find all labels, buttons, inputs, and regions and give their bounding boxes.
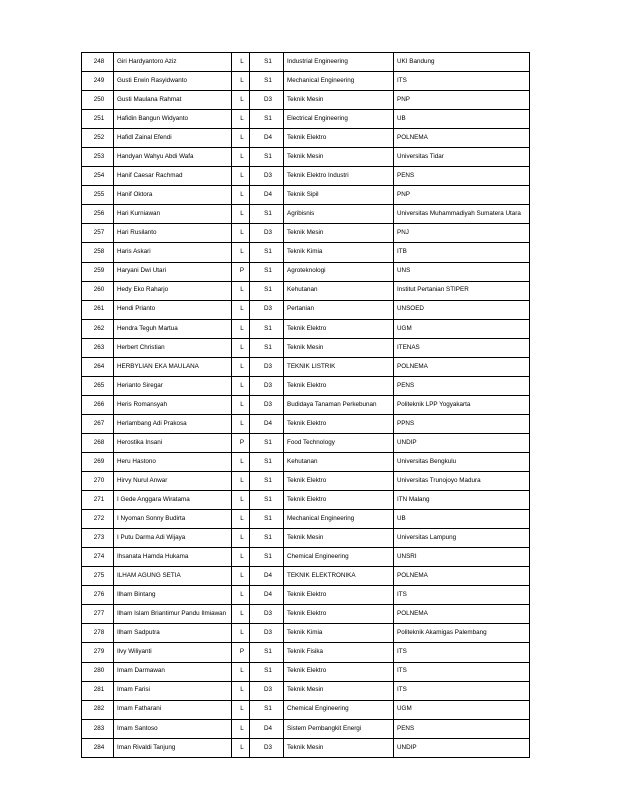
table-row xyxy=(82,224,530,243)
row-number-cell: 257 xyxy=(82,224,114,243)
participant-name-cell: Ihsanata Hamda Hukama xyxy=(114,548,232,567)
participant-name-cell: Giri Hardyantoro Aziz xyxy=(114,53,232,72)
table-row xyxy=(82,586,530,605)
roster-table xyxy=(81,52,530,758)
institution-name-cell: PNP xyxy=(394,186,530,205)
study-major-cell: Teknik Elektro xyxy=(284,472,394,491)
education-level-cell: D3 xyxy=(250,738,284,757)
institution-name-cell: UB xyxy=(394,510,530,529)
participant-name-cell: Ilham Islam Briantimur Pandu Ilmiawan xyxy=(114,605,232,624)
education-level-cell: S1 xyxy=(250,548,284,567)
institution-name-cell: ITS xyxy=(394,72,530,91)
gender-code-cell: L xyxy=(232,491,250,510)
row-number-cell: 281 xyxy=(82,681,114,700)
study-major-cell: Electrical Engineering xyxy=(284,110,394,129)
education-level-cell: D4 xyxy=(250,129,284,148)
row-number-cell: 270 xyxy=(82,472,114,491)
education-level-cell: D4 xyxy=(250,186,284,205)
gender-code-cell: L xyxy=(232,148,250,167)
education-level-cell: S1 xyxy=(250,452,284,471)
table-row xyxy=(82,243,530,262)
gender-code-cell: L xyxy=(232,186,250,205)
gender-code-cell: P xyxy=(232,433,250,452)
education-level-cell: S1 xyxy=(250,338,284,357)
institution-name-cell: POLNEMA xyxy=(394,129,530,148)
row-number-cell: 249 xyxy=(82,72,114,91)
table-row xyxy=(82,262,530,281)
study-major-cell: Teknik Mesin xyxy=(284,148,394,167)
table-row xyxy=(82,110,530,129)
institution-name-cell: Institut Pertanian STIPER xyxy=(394,281,530,300)
study-major-cell: Teknik Elektro xyxy=(284,586,394,605)
gender-code-cell: L xyxy=(232,110,250,129)
participant-name-cell: Hendra Teguh Martua xyxy=(114,319,232,338)
study-major-cell: Teknik Elektro xyxy=(284,319,394,338)
education-level-cell: S1 xyxy=(250,281,284,300)
institution-name-cell: Politeknik Akamigas Palembang xyxy=(394,624,530,643)
participant-name-cell: Ilham Sadputra xyxy=(114,624,232,643)
table-row xyxy=(82,376,530,395)
participant-name-cell: Herlambang Adi Prakosa xyxy=(114,414,232,433)
education-level-cell: D3 xyxy=(250,376,284,395)
study-major-cell: Teknik Elektro xyxy=(284,129,394,148)
participant-name-cell: Hari Rusilanto xyxy=(114,224,232,243)
study-major-cell: Teknik Kimia xyxy=(284,243,394,262)
table-row xyxy=(82,281,530,300)
participant-name-cell: Herostika Insani xyxy=(114,433,232,452)
education-level-cell: S1 xyxy=(250,662,284,681)
gender-code-cell: L xyxy=(232,719,250,738)
row-number-cell: 275 xyxy=(82,567,114,586)
row-number-cell: 263 xyxy=(82,338,114,357)
row-number-cell: 277 xyxy=(82,605,114,624)
row-number-cell: 255 xyxy=(82,186,114,205)
institution-name-cell: ITN Malang xyxy=(394,491,530,510)
gender-code-cell: P xyxy=(232,262,250,281)
table-row xyxy=(82,472,530,491)
education-level-cell: D4 xyxy=(250,414,284,433)
table-row xyxy=(82,395,530,414)
table-row xyxy=(82,567,530,586)
participant-name-cell: Hafidin Bangun Widyanto xyxy=(114,110,232,129)
participant-name-cell: Gusti Erwin Rasyidwanto xyxy=(114,72,232,91)
table-row xyxy=(82,452,530,471)
row-number-cell: 264 xyxy=(82,357,114,376)
institution-name-cell: UNS xyxy=(394,262,530,281)
institution-name-cell: ITS xyxy=(394,662,530,681)
row-number-cell: 260 xyxy=(82,281,114,300)
study-major-cell: Teknik Kimia xyxy=(284,624,394,643)
participant-name-cell: Herianto Siregar xyxy=(114,376,232,395)
row-number-cell: 268 xyxy=(82,433,114,452)
gender-code-cell: L xyxy=(232,548,250,567)
table-row xyxy=(82,186,530,205)
education-level-cell: S1 xyxy=(250,529,284,548)
participant-name-cell: Hendi Prianto xyxy=(114,300,232,319)
study-major-cell: Agroteknologi xyxy=(284,262,394,281)
gender-code-cell: L xyxy=(232,53,250,72)
gender-code-cell: L xyxy=(232,319,250,338)
institution-name-cell: PENS xyxy=(394,719,530,738)
roster-body xyxy=(82,53,530,758)
education-level-cell: S1 xyxy=(250,205,284,224)
participant-name-cell: Haryani Dwi Utari xyxy=(114,262,232,281)
row-number-cell: 254 xyxy=(82,167,114,186)
participant-name-cell: Gusti Maulana Rahmat xyxy=(114,91,232,110)
row-number-cell: 282 xyxy=(82,700,114,719)
institution-name-cell: ITS xyxy=(394,681,530,700)
participant-name-cell: Handyan Wahyu Abdi Wafa xyxy=(114,148,232,167)
study-major-cell: Teknik Fisika xyxy=(284,643,394,662)
participant-name-cell: Hafidl Zainal Efendi xyxy=(114,129,232,148)
gender-code-cell: L xyxy=(232,224,250,243)
study-major-cell: Kehutanan xyxy=(284,281,394,300)
participant-name-cell: Hanif Oktora xyxy=(114,186,232,205)
row-number-cell: 273 xyxy=(82,529,114,548)
table-row xyxy=(82,529,530,548)
table-row xyxy=(82,53,530,72)
education-level-cell: D4 xyxy=(250,586,284,605)
study-major-cell: Teknik Sipil xyxy=(284,186,394,205)
participant-name-cell: HERBYLIAN EKA MAULANA xyxy=(114,357,232,376)
institution-name-cell: UNDIP xyxy=(394,433,530,452)
gender-code-cell: L xyxy=(232,472,250,491)
gender-code-cell: L xyxy=(232,376,250,395)
institution-name-cell: PENS xyxy=(394,167,530,186)
gender-code-cell: L xyxy=(232,243,250,262)
education-level-cell: D3 xyxy=(250,681,284,700)
table-row xyxy=(82,605,530,624)
gender-code-cell: L xyxy=(232,414,250,433)
education-level-cell: S1 xyxy=(250,53,284,72)
row-number-cell: 279 xyxy=(82,643,114,662)
row-number-cell: 258 xyxy=(82,243,114,262)
gender-code-cell: L xyxy=(232,605,250,624)
row-number-cell: 272 xyxy=(82,510,114,529)
institution-name-cell: PENS xyxy=(394,376,530,395)
gender-code-cell: L xyxy=(232,395,250,414)
gender-code-cell: L xyxy=(232,567,250,586)
education-level-cell: S1 xyxy=(250,472,284,491)
education-level-cell: D3 xyxy=(250,91,284,110)
study-major-cell: Teknik Elektro Industri xyxy=(284,167,394,186)
education-level-cell: S1 xyxy=(250,110,284,129)
education-level-cell: D3 xyxy=(250,224,284,243)
institution-name-cell: PPNS xyxy=(394,414,530,433)
table-row xyxy=(82,91,530,110)
study-major-cell: Teknik Mesin xyxy=(284,224,394,243)
table-row xyxy=(82,491,530,510)
education-level-cell: D3 xyxy=(250,605,284,624)
study-major-cell: Agribisnis xyxy=(284,205,394,224)
study-major-cell: Budidaya Tanaman Perkebunan xyxy=(284,395,394,414)
participant-name-cell: Hanif Caesar Rachmad xyxy=(114,167,232,186)
participant-name-cell: I Nyoman Sonny Budirta xyxy=(114,510,232,529)
study-major-cell: Industrial Engineering xyxy=(284,53,394,72)
row-number-cell: 252 xyxy=(82,129,114,148)
row-number-cell: 250 xyxy=(82,91,114,110)
gender-code-cell: L xyxy=(232,510,250,529)
table-row xyxy=(82,357,530,376)
study-major-cell: TEKNIK LISTRIK xyxy=(284,357,394,376)
gender-code-cell: L xyxy=(232,300,250,319)
study-major-cell: Teknik Elektro xyxy=(284,376,394,395)
table-row xyxy=(82,719,530,738)
table-row xyxy=(82,319,530,338)
participant-name-cell: Haris Askari xyxy=(114,243,232,262)
institution-name-cell: POLNEMA xyxy=(394,357,530,376)
row-number-cell: 274 xyxy=(82,548,114,567)
study-major-cell: Teknik Elektro xyxy=(284,605,394,624)
education-level-cell: D3 xyxy=(250,357,284,376)
institution-name-cell: UNDIP xyxy=(394,738,530,757)
row-number-cell: 261 xyxy=(82,300,114,319)
table-row xyxy=(82,510,530,529)
gender-code-cell: L xyxy=(232,72,250,91)
participant-name-cell: Hedy Eko Raharjo xyxy=(114,281,232,300)
education-level-cell: D3 xyxy=(250,300,284,319)
gender-code-cell: L xyxy=(232,700,250,719)
gender-code-cell: L xyxy=(232,205,250,224)
study-major-cell: Pertanian xyxy=(284,300,394,319)
row-number-cell: 248 xyxy=(82,53,114,72)
education-level-cell: S1 xyxy=(250,491,284,510)
row-number-cell: 267 xyxy=(82,414,114,433)
participant-name-cell: Hirvy Nurul Anwar xyxy=(114,472,232,491)
gender-code-cell: L xyxy=(232,681,250,700)
study-major-cell: Teknik Elektro xyxy=(284,491,394,510)
gender-code-cell: L xyxy=(232,586,250,605)
row-number-cell: 269 xyxy=(82,452,114,471)
institution-name-cell: UGM xyxy=(394,700,530,719)
study-major-cell: Teknik Mesin xyxy=(284,91,394,110)
table-row xyxy=(82,300,530,319)
study-major-cell: Kehutanan xyxy=(284,452,394,471)
participant-name-cell: Imam Santoso xyxy=(114,719,232,738)
institution-name-cell: Universitas Bengkulu xyxy=(394,452,530,471)
institution-name-cell: POLNEMA xyxy=(394,605,530,624)
education-level-cell: S1 xyxy=(250,148,284,167)
participant-name-cell: ILHAM AGUNG SETIA xyxy=(114,567,232,586)
study-major-cell: Food Technology xyxy=(284,433,394,452)
study-major-cell: Teknik Mesin xyxy=(284,529,394,548)
institution-name-cell: Universitas Muhammadiyah Sumatera Utara xyxy=(394,205,530,224)
participant-name-cell: Hari Kurniawan xyxy=(114,205,232,224)
gender-code-cell: L xyxy=(232,529,250,548)
table-row xyxy=(82,148,530,167)
table-row xyxy=(82,433,530,452)
institution-name-cell: ITENAS xyxy=(394,338,530,357)
study-major-cell: Chemical Engineering xyxy=(284,700,394,719)
participant-name-cell: Imam Darmawan xyxy=(114,662,232,681)
participant-name-cell: Herbert Christian xyxy=(114,338,232,357)
study-major-cell: Mechanical Engineering xyxy=(284,72,394,91)
education-level-cell: S1 xyxy=(250,510,284,529)
row-number-cell: 265 xyxy=(82,376,114,395)
institution-name-cell: UNSRI xyxy=(394,548,530,567)
row-number-cell: 256 xyxy=(82,205,114,224)
education-level-cell: S1 xyxy=(250,262,284,281)
education-level-cell: D3 xyxy=(250,395,284,414)
participant-name-cell: Iman Rivaldi Tanjung xyxy=(114,738,232,757)
row-number-cell: 259 xyxy=(82,262,114,281)
table-row xyxy=(82,548,530,567)
education-level-cell: S1 xyxy=(250,700,284,719)
institution-name-cell: PNP xyxy=(394,91,530,110)
gender-code-cell: L xyxy=(232,91,250,110)
table-row xyxy=(82,643,530,662)
study-major-cell: Sistem Pembangkit Energi xyxy=(284,719,394,738)
institution-name-cell: Universitas Tidar xyxy=(394,148,530,167)
institution-name-cell: UKI Bandung xyxy=(394,53,530,72)
row-number-cell: 280 xyxy=(82,662,114,681)
education-level-cell: D4 xyxy=(250,567,284,586)
institution-name-cell: UNSOED xyxy=(394,300,530,319)
gender-code-cell: L xyxy=(232,662,250,681)
education-level-cell: S1 xyxy=(250,243,284,262)
row-number-cell: 276 xyxy=(82,586,114,605)
table-row xyxy=(82,738,530,757)
institution-name-cell: POLNEMA xyxy=(394,567,530,586)
gender-code-cell: L xyxy=(232,738,250,757)
institution-name-cell: UB xyxy=(394,110,530,129)
education-level-cell: S1 xyxy=(250,72,284,91)
study-major-cell: Teknik Mesin xyxy=(284,338,394,357)
participant-name-cell: Ilham Bintang xyxy=(114,586,232,605)
education-level-cell: S1 xyxy=(250,643,284,662)
table-row xyxy=(82,338,530,357)
institution-name-cell: ITB xyxy=(394,243,530,262)
institution-name-cell: UGM xyxy=(394,319,530,338)
gender-code-cell: L xyxy=(232,338,250,357)
table-row xyxy=(82,72,530,91)
table-row xyxy=(82,681,530,700)
participant-name-cell: Heru Hastono xyxy=(114,452,232,471)
institution-name-cell: ITS xyxy=(394,586,530,605)
row-number-cell: 284 xyxy=(82,738,114,757)
participant-name-cell: I Putu Darma Adi Wijaya xyxy=(114,529,232,548)
table-row xyxy=(82,662,530,681)
gender-code-cell: L xyxy=(232,129,250,148)
table-row xyxy=(82,129,530,148)
institution-name-cell: Universitas Lampung xyxy=(394,529,530,548)
gender-code-cell: L xyxy=(232,624,250,643)
education-level-cell: S1 xyxy=(250,319,284,338)
study-major-cell: Chemical Engineering xyxy=(284,548,394,567)
institution-name-cell: PNJ xyxy=(394,224,530,243)
gender-code-cell: L xyxy=(232,452,250,471)
row-number-cell: 262 xyxy=(82,319,114,338)
study-major-cell: Teknik Mesin xyxy=(284,738,394,757)
participant-name-cell: Imam Fatharani xyxy=(114,700,232,719)
row-number-cell: 266 xyxy=(82,395,114,414)
participant-name-cell: Heris Romansyah xyxy=(114,395,232,414)
study-major-cell: Teknik Elektro xyxy=(284,414,394,433)
study-major-cell: Teknik Mesin xyxy=(284,681,394,700)
institution-name-cell: Universitas Trunojoyo Madura xyxy=(394,472,530,491)
table-row xyxy=(82,624,530,643)
education-level-cell: D3 xyxy=(250,624,284,643)
gender-code-cell: L xyxy=(232,167,250,186)
row-number-cell: 253 xyxy=(82,148,114,167)
gender-code-cell: L xyxy=(232,281,250,300)
participant-name-cell: Ilvy Wiliyanti xyxy=(114,643,232,662)
table-row xyxy=(82,205,530,224)
row-number-cell: 283 xyxy=(82,719,114,738)
row-number-cell: 278 xyxy=(82,624,114,643)
education-level-cell: D3 xyxy=(250,167,284,186)
gender-code-cell: P xyxy=(232,643,250,662)
institution-name-cell: Politeknik LPP Yogyakarta xyxy=(394,395,530,414)
study-major-cell: Teknik Elektro xyxy=(284,662,394,681)
gender-code-cell: L xyxy=(232,357,250,376)
row-number-cell: 251 xyxy=(82,110,114,129)
study-major-cell: TEKNIK ELEKTRONIKA xyxy=(284,567,394,586)
study-major-cell: Mechanical Engineering xyxy=(284,510,394,529)
row-number-cell: 271 xyxy=(82,491,114,510)
table-row xyxy=(82,700,530,719)
participant-name-cell: Imam Farisi xyxy=(114,681,232,700)
table-row xyxy=(82,167,530,186)
table-row xyxy=(82,414,530,433)
institution-name-cell: ITS xyxy=(394,643,530,662)
participant-name-cell: I Gede Anggara Wiratama xyxy=(114,491,232,510)
education-level-cell: D4 xyxy=(250,719,284,738)
education-level-cell: S1 xyxy=(250,433,284,452)
